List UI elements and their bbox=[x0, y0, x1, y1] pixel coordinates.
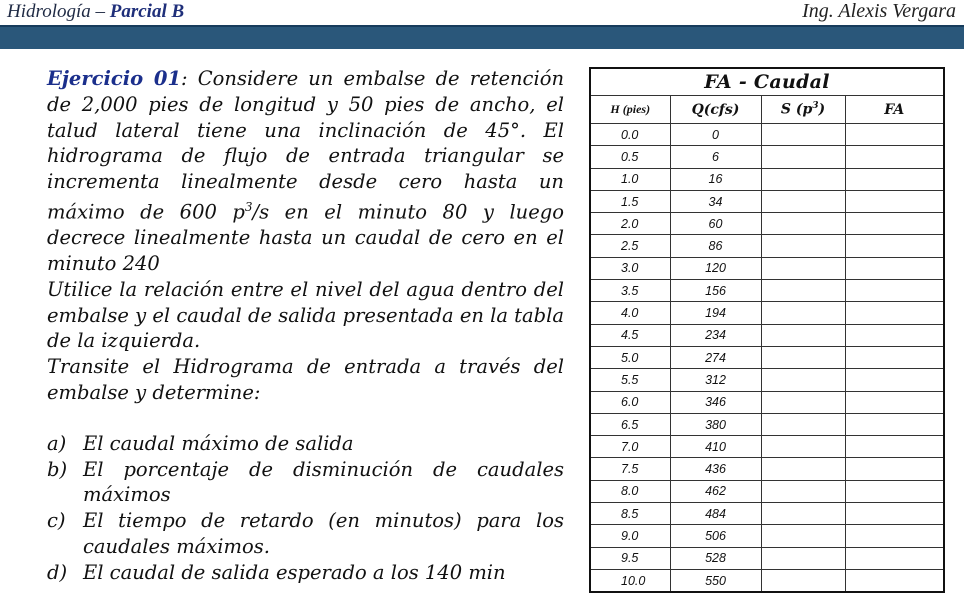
cell-s bbox=[761, 458, 845, 480]
cell-s bbox=[761, 168, 845, 190]
question-text: El tiempo de retardo (en minutos) para los caudales máximos. bbox=[83, 509, 564, 559]
spacer bbox=[47, 406, 564, 431]
table-row bbox=[590, 369, 944, 391]
table-row bbox=[590, 346, 944, 368]
header-s bbox=[761, 96, 845, 124]
question-text: El caudal de salida esperado a los 140 min bbox=[83, 560, 506, 584]
cell-q: 274 bbox=[670, 346, 761, 368]
problem-paragraph-3: Transite el Hidrograma de entrada a través del embalse y determine: bbox=[47, 355, 564, 405]
instructor-name: Ing. Alexis Vergara bbox=[802, 0, 956, 22]
cell-q: 34 bbox=[670, 190, 761, 212]
cell-q: 194 bbox=[670, 302, 761, 324]
cell-q: 346 bbox=[670, 391, 761, 413]
exercise-title: Ejercicio 01 bbox=[47, 67, 182, 90]
cell-s bbox=[761, 503, 845, 525]
table-row bbox=[590, 525, 944, 547]
table-row bbox=[590, 391, 944, 413]
table-row bbox=[590, 458, 944, 480]
cell-fa bbox=[845, 190, 944, 212]
cell-s bbox=[761, 525, 845, 547]
exam-name: Parcial B bbox=[109, 1, 185, 22]
cell-s bbox=[761, 213, 845, 235]
cell-fa bbox=[845, 302, 944, 324]
cell-fa bbox=[845, 346, 944, 368]
cell-h: 7.0 bbox=[590, 436, 670, 458]
cell-h: 8.0 bbox=[590, 480, 670, 502]
cell-fa bbox=[845, 525, 944, 547]
fa-caudal-table bbox=[589, 67, 945, 593]
table-row bbox=[590, 413, 944, 435]
cell-q: 410 bbox=[670, 436, 761, 458]
table-title: FA - Caudal bbox=[590, 68, 944, 96]
table-row bbox=[590, 569, 944, 592]
cell-q: 16 bbox=[670, 168, 761, 190]
cell-q: 6 bbox=[670, 146, 761, 168]
cell-q: 550 bbox=[670, 569, 761, 592]
cell-s bbox=[761, 190, 845, 212]
cell-s bbox=[761, 146, 845, 168]
header-s-sup: 3 bbox=[812, 101, 819, 112]
question-label: c) bbox=[47, 509, 66, 533]
cell-fa bbox=[845, 436, 944, 458]
cell-fa bbox=[845, 480, 944, 502]
cell-fa bbox=[845, 324, 944, 346]
cell-q: 484 bbox=[670, 503, 761, 525]
cell-s bbox=[761, 324, 845, 346]
cell-h: 3.5 bbox=[590, 280, 670, 302]
table-body bbox=[590, 124, 944, 593]
cell-h: 3.0 bbox=[590, 257, 670, 279]
cell-fa bbox=[845, 547, 944, 569]
cell-h: 9.0 bbox=[590, 525, 670, 547]
cell-fa bbox=[845, 369, 944, 391]
cell-h: 0.0 bbox=[590, 124, 670, 146]
header-fa: FA bbox=[845, 96, 944, 124]
cell-q: 156 bbox=[670, 280, 761, 302]
cell-h: 4.5 bbox=[590, 324, 670, 346]
cell-s bbox=[761, 391, 845, 413]
header-h: H (pies) bbox=[590, 96, 670, 124]
question-label: b) bbox=[47, 457, 68, 481]
question-list bbox=[47, 431, 564, 586]
cell-h: 5.5 bbox=[590, 369, 670, 391]
cell-h: 7.5 bbox=[590, 458, 670, 480]
cell-q: 312 bbox=[670, 369, 761, 391]
cell-q: 60 bbox=[670, 213, 761, 235]
course-name: Hidrología bbox=[7, 1, 91, 22]
cell-fa bbox=[845, 213, 944, 235]
cell-h: 6.0 bbox=[590, 391, 670, 413]
problem-paragraph-2: Utilice la relación entre el nivel del agua dentro del embalse y el caudal de salida presentada en la tabla de la izquierda. bbox=[47, 277, 564, 353]
cell-s bbox=[761, 302, 845, 324]
cell-h: 2.5 bbox=[590, 235, 670, 257]
cell-fa bbox=[845, 257, 944, 279]
question-text: El porcentaje de disminución de caudales máximos bbox=[83, 457, 564, 507]
cell-h: 2.0 bbox=[590, 213, 670, 235]
header-s-text: S (p bbox=[780, 101, 813, 118]
cell-q: 506 bbox=[670, 525, 761, 547]
table-row bbox=[590, 480, 944, 502]
question-item bbox=[47, 457, 564, 509]
cell-q: 0 bbox=[670, 124, 761, 146]
table-row bbox=[590, 190, 944, 212]
header-course-title bbox=[7, 1, 184, 23]
cell-fa bbox=[845, 235, 944, 257]
cell-q: 86 bbox=[670, 235, 761, 257]
table-row bbox=[590, 235, 944, 257]
cell-s bbox=[761, 436, 845, 458]
table-row bbox=[590, 302, 944, 324]
cell-fa bbox=[845, 391, 944, 413]
table-row bbox=[590, 146, 944, 168]
table-row bbox=[590, 280, 944, 302]
cell-h: 1.5 bbox=[590, 190, 670, 212]
cell-h: 6.5 bbox=[590, 413, 670, 435]
cell-s bbox=[761, 480, 845, 502]
question-label: a) bbox=[47, 431, 67, 455]
cell-h: 5.0 bbox=[590, 346, 670, 368]
problem-intro bbox=[47, 66, 564, 277]
cell-q: 380 bbox=[670, 413, 761, 435]
question-item bbox=[47, 431, 564, 457]
cell-fa bbox=[845, 124, 944, 146]
cell-h: 10.0 bbox=[590, 569, 670, 592]
cell-h: 1.0 bbox=[590, 168, 670, 190]
cell-s bbox=[761, 124, 845, 146]
question-label: d) bbox=[47, 560, 68, 584]
table-row bbox=[590, 436, 944, 458]
header-band bbox=[0, 25, 964, 49]
table-row bbox=[590, 503, 944, 525]
cell-q: 462 bbox=[670, 480, 761, 502]
cell-h: 9.5 bbox=[590, 547, 670, 569]
cell-s bbox=[761, 369, 845, 391]
cell-q: 120 bbox=[670, 257, 761, 279]
table-row bbox=[590, 168, 944, 190]
question-item bbox=[47, 508, 564, 560]
cell-q: 234 bbox=[670, 324, 761, 346]
table-row bbox=[590, 213, 944, 235]
cell-fa bbox=[845, 503, 944, 525]
cell-fa bbox=[845, 458, 944, 480]
header-q: Q(cfs) bbox=[670, 96, 761, 124]
cell-fa bbox=[845, 280, 944, 302]
cell-s bbox=[761, 547, 845, 569]
table-row bbox=[590, 257, 944, 279]
cell-s bbox=[761, 346, 845, 368]
cell-h: 4.0 bbox=[590, 302, 670, 324]
question-text: El caudal máximo de salida bbox=[83, 431, 354, 455]
cell-q: 436 bbox=[670, 458, 761, 480]
intro-text: : Considere un embalse de retención de 2,000 pies de longitud y 50 pies de ancho, el talud lateral tiene una inclinación de 45°. El hidrograma de flujo de entrada triangular se incrementa linealmente desde cero hasta un máximo de 600 p bbox=[47, 67, 564, 224]
table-row bbox=[590, 124, 944, 146]
cell-h: 0.5 bbox=[590, 146, 670, 168]
cell-h: 8.5 bbox=[590, 503, 670, 525]
cell-s bbox=[761, 569, 845, 592]
cell-s bbox=[761, 257, 845, 279]
intro-text-end: /s en el minuto 80 y luego decrece linealmente hasta un caudal de cero en el minuto 240 bbox=[47, 200, 564, 276]
cell-fa bbox=[845, 146, 944, 168]
title-dash: – bbox=[90, 1, 110, 22]
cell-fa bbox=[845, 413, 944, 435]
cell-fa bbox=[845, 168, 944, 190]
table-row bbox=[590, 547, 944, 569]
header-s-end: ) bbox=[818, 101, 826, 118]
problem-statement bbox=[47, 66, 564, 586]
cell-fa bbox=[845, 569, 944, 592]
intro-superscript: 3 bbox=[244, 199, 253, 214]
cell-q: 528 bbox=[670, 547, 761, 569]
cell-s bbox=[761, 235, 845, 257]
question-item bbox=[47, 560, 564, 586]
table-row bbox=[590, 324, 944, 346]
cell-s bbox=[761, 280, 845, 302]
cell-s bbox=[761, 413, 845, 435]
